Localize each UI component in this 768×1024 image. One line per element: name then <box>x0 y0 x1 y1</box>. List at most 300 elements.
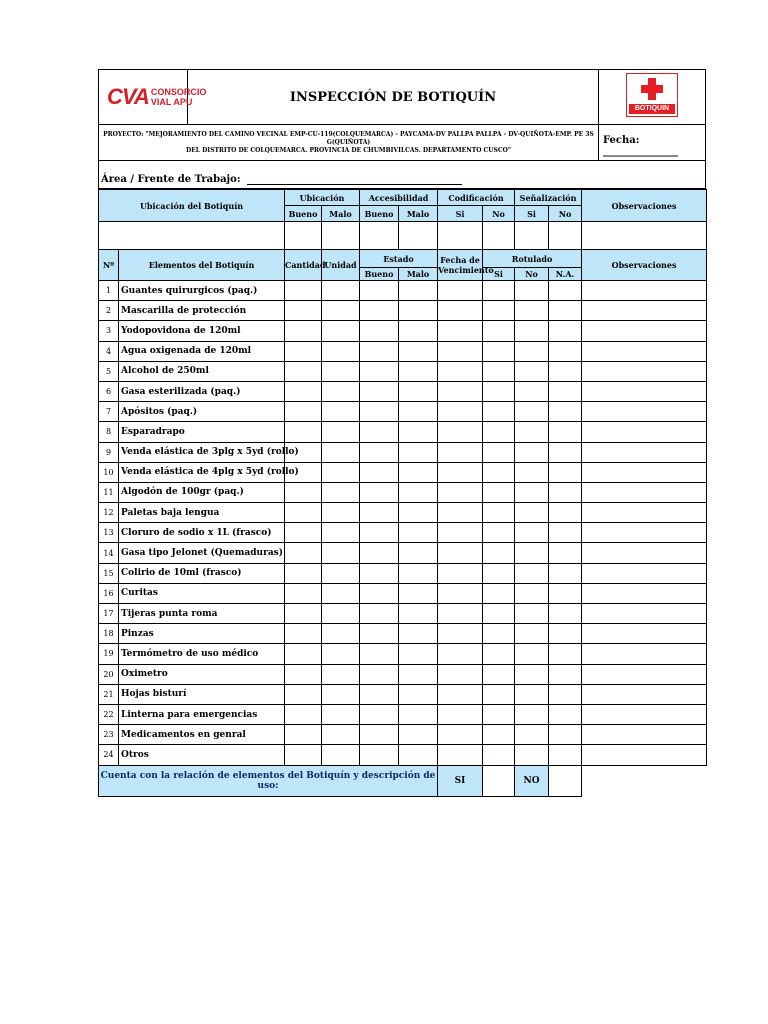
estado-malo-cell[interactable] <box>399 583 438 603</box>
observaciones-cell[interactable] <box>582 624 707 644</box>
rotulado-na-cell[interactable] <box>549 462 582 482</box>
rotulado-no-cell[interactable] <box>515 482 549 502</box>
answer-si-box[interactable] <box>483 765 515 796</box>
rotulado-na-cell[interactable] <box>549 281 582 301</box>
cantidad-cell[interactable] <box>285 583 322 603</box>
estado-malo-cell[interactable] <box>399 604 438 624</box>
estado-bueno-cell[interactable] <box>360 402 399 422</box>
rotulado-si-cell[interactable] <box>483 341 515 361</box>
observaciones-cell[interactable] <box>582 422 707 442</box>
unidad-cell[interactable] <box>322 442 360 462</box>
rotulado-na-cell[interactable] <box>549 523 582 543</box>
observaciones-cell[interactable] <box>582 563 707 583</box>
unidad-cell[interactable] <box>322 402 360 422</box>
rotulado-no-cell[interactable] <box>515 604 549 624</box>
rotulado-na-cell[interactable] <box>549 321 582 341</box>
observaciones-cell[interactable] <box>582 644 707 664</box>
rotulado-si-cell[interactable] <box>483 704 515 724</box>
estado-malo-cell[interactable] <box>399 745 438 765</box>
estado-bueno-cell[interactable] <box>360 664 399 684</box>
items-observaciones-header: Observaciones <box>582 250 707 281</box>
item-name: Venda elástica de 4plg x 5yd (rollo) <box>119 462 285 482</box>
project-description: PROYECTO: "MEJORAMIENTO DEL CAMINO VECINAL EMP-CU-119(COLQUEMARCA) - PAYCAMA-DV PALLPA PALLPA - DV-QUIÑOTA-EMP. PE 3S G(QUIÑOTA) DEL DISTRITO DE COLQUEMARCA. PROVINCIA DE CHUMBIVILCAS. DEPARTAMENTO CUSCO" <box>99 125 599 161</box>
estado-malo: Malo <box>399 268 438 281</box>
fecha-cell[interactable] <box>438 725 483 745</box>
location-input[interactable] <box>99 222 285 250</box>
table-row <box>99 543 707 563</box>
rotulado-no-cell[interactable] <box>515 543 549 563</box>
rotulado-no-cell[interactable] <box>515 624 549 644</box>
item-name: Alcohol de 250ml <box>119 361 285 381</box>
unidad-cell[interactable] <box>322 583 360 603</box>
item-name: Apósitos (paq.) <box>119 402 285 422</box>
estado-bueno-cell[interactable] <box>360 644 399 664</box>
observaciones-cell[interactable] <box>582 301 707 321</box>
unidad-cell[interactable] <box>322 482 360 502</box>
rotulado-na-cell[interactable] <box>549 704 582 724</box>
estado-bueno-cell[interactable] <box>360 341 399 361</box>
item-number: 6 <box>99 381 119 401</box>
rotulado-no-cell[interactable] <box>515 442 549 462</box>
item-number: 15 <box>99 563 119 583</box>
table-row <box>99 725 707 745</box>
table-row <box>99 321 707 341</box>
answer-no-label: NO <box>515 765 549 796</box>
item-number: 8 <box>99 422 119 442</box>
observaciones-cell[interactable] <box>582 725 707 745</box>
rotulado-si-cell[interactable] <box>483 563 515 583</box>
area-label: Área / Frente de Trabajo: <box>101 174 241 185</box>
cantidad-cell[interactable] <box>285 543 322 563</box>
estado-bueno-cell[interactable] <box>360 301 399 321</box>
botiquin-badge-label: BOTIQUIN <box>629 104 675 114</box>
unidad-cell[interactable] <box>322 321 360 341</box>
fecha-cell[interactable] <box>438 341 483 361</box>
observaciones-cell[interactable] <box>582 482 707 502</box>
rotulado-na-cell[interactable] <box>549 563 582 583</box>
rotulado-no-cell[interactable] <box>515 644 549 664</box>
unidad-cell[interactable] <box>322 503 360 523</box>
observaciones-cell[interactable] <box>582 381 707 401</box>
table-row <box>99 664 707 684</box>
observaciones-cell[interactable] <box>582 281 707 301</box>
table-row <box>99 482 707 502</box>
estado-bueno-cell[interactable] <box>360 624 399 644</box>
rotulado-na-cell[interactable] <box>549 583 582 603</box>
table-row <box>99 301 707 321</box>
cantidad-cell[interactable] <box>285 664 322 684</box>
item-number: 11 <box>99 482 119 502</box>
rotulado-no-cell[interactable] <box>515 503 549 523</box>
fecha-cell[interactable] <box>438 644 483 664</box>
cantidad-cell[interactable] <box>285 321 322 341</box>
rotulado-na-cell[interactable] <box>549 604 582 624</box>
rotulado-na-cell[interactable] <box>549 725 582 745</box>
rotulado-no-cell[interactable] <box>515 745 549 765</box>
unidad-header: Unidad <box>322 250 360 281</box>
estado-bueno-cell[interactable] <box>360 482 399 502</box>
unidad-cell[interactable] <box>322 301 360 321</box>
item-number: 2 <box>99 301 119 321</box>
item-number: 13 <box>99 523 119 543</box>
rotulado-si-cell[interactable] <box>483 402 515 422</box>
cantidad-cell[interactable] <box>285 523 322 543</box>
red-cross-icon <box>641 78 663 100</box>
rotulado-si-cell[interactable] <box>483 442 515 462</box>
estado-malo-cell[interactable] <box>399 624 438 644</box>
relation-question: Cuenta con la relación de elementos del Botiquín y descripción de uso: <box>99 765 438 796</box>
item-name: Cloruro de sodio x 1L (frasco) <box>119 523 285 543</box>
table-row <box>99 704 707 724</box>
item-number: 7 <box>99 402 119 422</box>
estado-bueno-cell[interactable] <box>360 442 399 462</box>
item-name: Curitas <box>119 583 285 603</box>
item-number: 14 <box>99 543 119 563</box>
item-name: Termómetro de uso médico <box>119 644 285 664</box>
fecha-cell[interactable] <box>438 281 483 301</box>
table-row <box>99 523 707 543</box>
observaciones-cell[interactable] <box>582 745 707 765</box>
observaciones-cell[interactable] <box>582 462 707 482</box>
estado-malo-cell[interactable] <box>399 644 438 664</box>
rotulado-na-cell[interactable] <box>549 361 582 381</box>
fecha-cell[interactable] <box>438 745 483 765</box>
table-row <box>99 503 707 523</box>
estado-malo-cell[interactable] <box>399 361 438 381</box>
rotulado-na-cell[interactable] <box>549 745 582 765</box>
rotulado-na-cell[interactable] <box>549 644 582 664</box>
unidad-cell[interactable] <box>322 422 360 442</box>
answer-no-box[interactable] <box>549 765 582 796</box>
rotulado-si-cell[interactable] <box>483 301 515 321</box>
estado-bueno-cell[interactable] <box>360 704 399 724</box>
estado-bueno-cell[interactable] <box>360 745 399 765</box>
rotulado-na-cell[interactable] <box>549 543 582 563</box>
table-row <box>99 745 707 765</box>
fecha-cell[interactable] <box>438 402 483 422</box>
rotulado-no-cell[interactable] <box>515 341 549 361</box>
item-name: Hojas bisturí <box>119 684 285 704</box>
table-row <box>99 281 707 301</box>
rotulado-na-cell[interactable] <box>549 301 582 321</box>
unidad-cell[interactable] <box>322 543 360 563</box>
estado-malo-cell[interactable] <box>399 523 438 543</box>
item-name: Mascarilla de protección <box>119 301 285 321</box>
unidad-cell[interactable] <box>322 684 360 704</box>
cantidad-cell[interactable] <box>285 301 322 321</box>
rotulado-no-cell[interactable] <box>515 361 549 381</box>
unidad-cell[interactable] <box>322 361 360 381</box>
fecha-cell[interactable] <box>438 321 483 341</box>
fecha-cell[interactable] <box>438 523 483 543</box>
fecha-cell[interactable] <box>438 583 483 603</box>
item-number: 12 <box>99 503 119 523</box>
item-number: 21 <box>99 684 119 704</box>
fecha-cell[interactable] <box>438 361 483 381</box>
rotulado-na-cell[interactable] <box>549 422 582 442</box>
codificacion-si: Si <box>438 206 483 222</box>
table-row <box>99 381 707 401</box>
cantidad-cell[interactable] <box>285 361 322 381</box>
ubicacion-bueno: Bueno <box>285 206 322 222</box>
rotulado-na-cell[interactable] <box>549 503 582 523</box>
observaciones-cell[interactable] <box>582 583 707 603</box>
estado-malo-cell[interactable] <box>399 704 438 724</box>
item-rows <box>99 281 707 766</box>
estado-malo-cell[interactable] <box>399 402 438 422</box>
rotulado-no-cell[interactable] <box>515 402 549 422</box>
rotulado-no-cell[interactable] <box>515 462 549 482</box>
item-number: 1 <box>99 281 119 301</box>
estado-bueno-cell[interactable] <box>360 503 399 523</box>
fecha-cell[interactable] <box>438 624 483 644</box>
observaciones-cell[interactable] <box>582 503 707 523</box>
cantidad-cell[interactable] <box>285 725 322 745</box>
cantidad-cell[interactable] <box>285 745 322 765</box>
rotulado-si-cell[interactable] <box>483 624 515 644</box>
accesibilidad-header: Accesibilidad <box>360 190 438 206</box>
estado-bueno-cell[interactable] <box>360 462 399 482</box>
estado-malo-cell[interactable] <box>399 503 438 523</box>
unidad-cell[interactable] <box>322 462 360 482</box>
fecha-cell[interactable] <box>438 503 483 523</box>
rotulado-si-cell[interactable] <box>483 664 515 684</box>
estado-bueno-cell[interactable] <box>360 604 399 624</box>
estado-malo-cell[interactable] <box>399 664 438 684</box>
fecha-cell[interactable] <box>438 442 483 462</box>
rotulado-si-cell[interactable] <box>483 604 515 624</box>
estado-bueno-cell[interactable] <box>360 725 399 745</box>
cantidad-cell[interactable] <box>285 704 322 724</box>
item-number: 23 <box>99 725 119 745</box>
ubicacion-malo: Malo <box>322 206 360 222</box>
rotulado-no-cell[interactable] <box>515 422 549 442</box>
rotulado-si-cell[interactable] <box>483 361 515 381</box>
estado-malo-cell[interactable] <box>399 381 438 401</box>
rotulado-si-cell[interactable] <box>483 684 515 704</box>
rotulado-si-cell[interactable] <box>483 422 515 442</box>
unidad-cell[interactable] <box>322 381 360 401</box>
fecha-cell[interactable] <box>438 543 483 563</box>
item-name: Paletas baja lengua <box>119 503 285 523</box>
unidad-cell[interactable] <box>322 604 360 624</box>
rotulado-na-cell[interactable] <box>549 624 582 644</box>
rotulado-header: Rotulado <box>483 250 582 268</box>
rotulado-no-cell[interactable] <box>515 281 549 301</box>
item-number: 20 <box>99 664 119 684</box>
form-title: INSPECCIÓN DE BOTIQUÍN <box>188 70 599 125</box>
cantidad-cell[interactable] <box>285 684 322 704</box>
unidad-cell[interactable] <box>322 644 360 664</box>
cantidad-cell[interactable] <box>285 624 322 644</box>
area-input-line[interactable] <box>247 184 462 185</box>
table-row <box>99 341 707 361</box>
fecha-cell[interactable] <box>438 664 483 684</box>
location-observaciones-header: Observaciones <box>582 190 707 222</box>
rotulado-si-cell[interactable] <box>483 503 515 523</box>
rotulado-si-cell[interactable] <box>483 583 515 603</box>
fecha-cell[interactable] <box>438 563 483 583</box>
observaciones-cell[interactable] <box>582 402 707 422</box>
table-row <box>99 402 707 422</box>
table-row <box>99 563 707 583</box>
observaciones-cell[interactable] <box>582 704 707 724</box>
rotulado-na-cell[interactable] <box>549 684 582 704</box>
ubicacion-header: Ubicación <box>285 190 360 206</box>
estado-malo-cell[interactable] <box>399 482 438 502</box>
estado-malo-cell[interactable] <box>399 422 438 442</box>
codificacion-no: No <box>483 206 515 222</box>
estado-bueno-cell[interactable] <box>360 381 399 401</box>
rotulado-si-cell[interactable] <box>483 381 515 401</box>
estado-bueno-cell[interactable] <box>360 523 399 543</box>
fecha-cell[interactable] <box>438 462 483 482</box>
unidad-cell[interactable] <box>322 745 360 765</box>
rotulado-si-cell[interactable] <box>483 321 515 341</box>
fecha-cell[interactable] <box>438 301 483 321</box>
rotulado-si-cell[interactable] <box>483 644 515 664</box>
rotulado-si-cell[interactable] <box>483 462 515 482</box>
estado-bueno-cell[interactable] <box>360 583 399 603</box>
rotulado-no-cell[interactable] <box>515 725 549 745</box>
cantidad-cell[interactable] <box>285 482 322 502</box>
observaciones-cell[interactable] <box>582 321 707 341</box>
estado-bueno-cell[interactable] <box>360 361 399 381</box>
rotulado-na-cell[interactable] <box>549 402 582 422</box>
rotulado-na-cell[interactable] <box>549 341 582 361</box>
item-name: Linterna para emergencias <box>119 704 285 724</box>
fecha-field[interactable]: Fecha: _______________ <box>599 125 706 161</box>
unidad-cell[interactable] <box>322 664 360 684</box>
rotulado-na-cell[interactable] <box>549 442 582 462</box>
rotulado-na-cell[interactable] <box>549 482 582 502</box>
rotulado-no-cell[interactable] <box>515 583 549 603</box>
cantidad-cell[interactable] <box>285 381 322 401</box>
observaciones-cell[interactable] <box>582 341 707 361</box>
rotulado-na-cell[interactable] <box>549 664 582 684</box>
cantidad-cell[interactable] <box>285 503 322 523</box>
item-number: 18 <box>99 624 119 644</box>
num-header: Nº <box>99 250 119 281</box>
fecha-cell[interactable] <box>438 704 483 724</box>
project-row <box>98 125 706 161</box>
rotulado-si-cell[interactable] <box>483 745 515 765</box>
rotulado-no-cell[interactable] <box>515 301 549 321</box>
observaciones-cell[interactable] <box>582 664 707 684</box>
rotulado-no-cell[interactable] <box>515 321 549 341</box>
item-number: 4 <box>99 341 119 361</box>
inspection-table <box>98 189 707 797</box>
cantidad-cell[interactable] <box>285 644 322 664</box>
rotulado-si-cell[interactable] <box>483 523 515 543</box>
estado-header: Estado <box>360 250 438 268</box>
rotulado-si-cell[interactable] <box>483 725 515 745</box>
rotulado-na-cell[interactable] <box>549 381 582 401</box>
fecha-vencimiento-header: Fecha de Vencimiento <box>438 250 483 281</box>
unidad-cell[interactable] <box>322 563 360 583</box>
item-name: Yodopovidona de 120ml <box>119 321 285 341</box>
estado-bueno-cell[interactable] <box>360 422 399 442</box>
cantidad-cell[interactable] <box>285 604 322 624</box>
rotulado-no-cell[interactable] <box>515 684 549 704</box>
unidad-cell[interactable] <box>322 341 360 361</box>
senalizacion-no: No <box>549 206 582 222</box>
rotulado-si-cell[interactable] <box>483 543 515 563</box>
table-row <box>99 684 707 704</box>
fecha-cell[interactable] <box>438 684 483 704</box>
rotulado-no-cell[interactable] <box>515 704 549 724</box>
cantidad-cell[interactable] <box>285 563 322 583</box>
estado-bueno-cell[interactable] <box>360 563 399 583</box>
rotulado-no-cell[interactable] <box>515 563 549 583</box>
observaciones-cell[interactable] <box>582 523 707 543</box>
estado-malo-cell[interactable] <box>399 321 438 341</box>
rotulado-no-cell[interactable] <box>515 664 549 684</box>
fecha-cell[interactable] <box>438 422 483 442</box>
observaciones-cell[interactable] <box>582 442 707 462</box>
estado-bueno-cell[interactable] <box>360 543 399 563</box>
estado-bueno-cell[interactable] <box>360 684 399 704</box>
rotulado-si-cell[interactable] <box>483 482 515 502</box>
fecha-cell[interactable] <box>438 482 483 502</box>
unidad-cell[interactable] <box>322 704 360 724</box>
estado-bueno-cell[interactable] <box>360 321 399 341</box>
estado-malo-cell[interactable] <box>399 301 438 321</box>
table-row <box>99 644 707 664</box>
logo-line-2: VIAL APU <box>150 97 193 107</box>
item-name: Otros <box>119 745 285 765</box>
company-logo <box>99 70 207 125</box>
estado-malo-cell[interactable] <box>399 442 438 462</box>
cantidad-cell[interactable] <box>285 422 322 442</box>
item-number: 22 <box>99 704 119 724</box>
area-field[interactable] <box>98 161 706 189</box>
observaciones-cell[interactable] <box>582 543 707 563</box>
cantidad-header: Cantidad <box>285 250 322 281</box>
estado-malo-cell[interactable] <box>399 462 438 482</box>
item-number: 3 <box>99 321 119 341</box>
estado-bueno-cell[interactable] <box>360 281 399 301</box>
item-name: Algodón de 100gr (paq.) <box>119 482 285 502</box>
unidad-cell[interactable] <box>322 523 360 543</box>
estado-malo-cell[interactable] <box>399 684 438 704</box>
rotulado-si-cell[interactable] <box>483 281 515 301</box>
estado-malo-cell[interactable] <box>399 563 438 583</box>
unidad-cell[interactable] <box>322 624 360 644</box>
table-row <box>99 361 707 381</box>
table-row <box>99 624 707 644</box>
rotulado-no-cell[interactable] <box>515 381 549 401</box>
unidad-cell[interactable] <box>322 725 360 745</box>
fecha-cell[interactable] <box>438 604 483 624</box>
fecha-cell[interactable] <box>438 381 483 401</box>
cantidad-cell[interactable] <box>285 281 322 301</box>
cantidad-cell[interactable] <box>285 341 322 361</box>
estado-bueno: Bueno <box>360 268 399 281</box>
cantidad-cell[interactable] <box>285 402 322 422</box>
estado-malo-cell[interactable] <box>399 281 438 301</box>
estado-malo-cell[interactable] <box>399 341 438 361</box>
unidad-cell[interactable] <box>322 281 360 301</box>
item-name: Medicamentos en genral <box>119 725 285 745</box>
observaciones-cell[interactable] <box>582 604 707 624</box>
estado-malo-cell[interactable] <box>399 543 438 563</box>
observaciones-cell[interactable] <box>582 684 707 704</box>
observaciones-cell[interactable] <box>582 361 707 381</box>
estado-malo-cell[interactable] <box>399 725 438 745</box>
item-name: Pinzas <box>119 624 285 644</box>
rotulado-no-cell[interactable] <box>515 523 549 543</box>
